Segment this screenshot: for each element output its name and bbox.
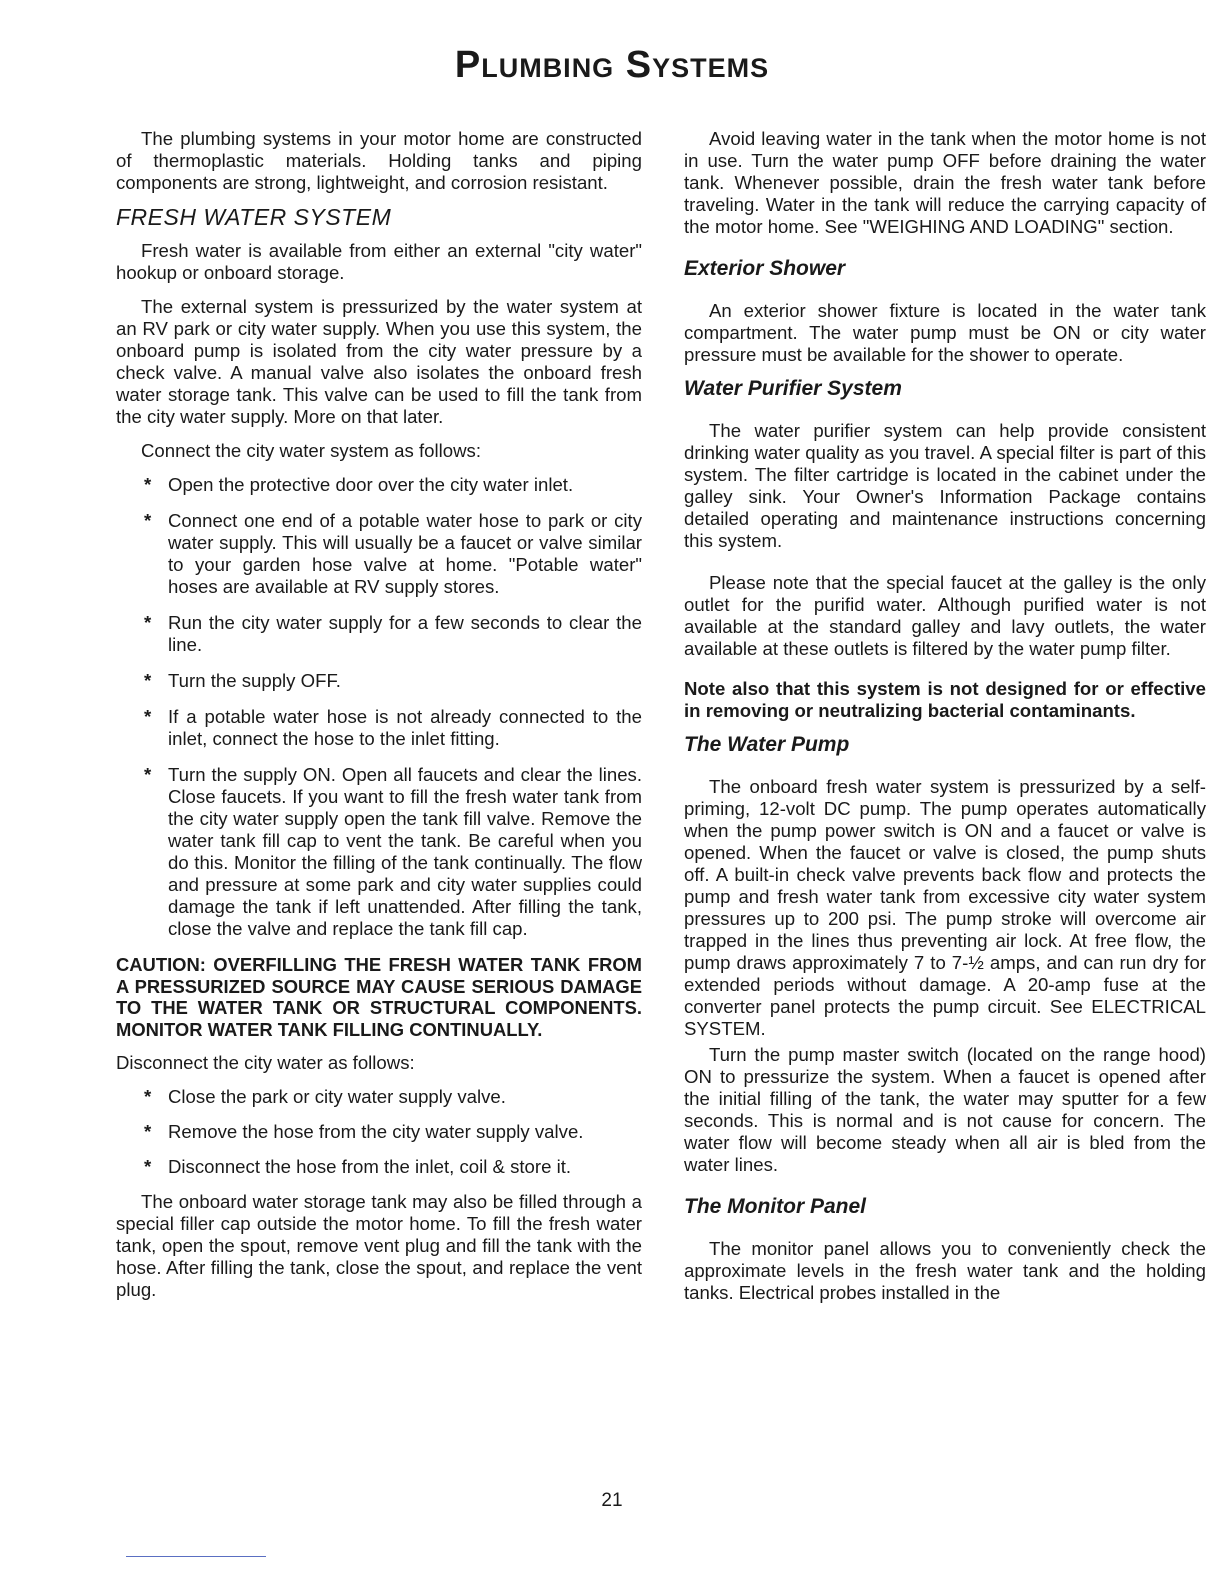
exterior-shower-paragraph: An exterior shower fixture is located in the water tank compartment. The water pump must be ON or city water pressure must be available for the shower to operate. — [684, 300, 1206, 365]
list-item: * Remove the hose from the city water supply valve. — [116, 1121, 642, 1143]
water-purifier-paragraph-1: The water purifier system can help provide consistent drinking water quality as you travel. A special filter is part of this system. The filter cartridge is located in the cabinet under the galley sink. Your Owner's Information Package contains detailed operating and maintenance instructions concerning this system. — [684, 420, 1206, 551]
left-column — [116, 128, 642, 1313]
water-pump-paragraph-2: Turn the pump master switch (located on the range hood) ON to pressurize the system. When a faucet is opened after the initial filling of the tank, the water may sputter for a few seconds. This is normal and is not cause for concern. The water flow will become steady when all air is bled from the water lines. — [684, 1044, 1206, 1175]
fresh-water-paragraph-1: Fresh water is available from either an external "city water" hookup or onboard storage. — [116, 240, 642, 283]
list-item: * Open the protective door over the city water inlet. — [116, 474, 642, 496]
fresh-water-paragraph-2: The external system is pressurized by the water system at an RV park or city water supply. When you use this system, the onboard pump is isolated from the city water pressure by a check valve. A manual valve also isolates the onboard fresh water storage tank. This valve can be used to fill the tank from the city water supply. More on that later. — [116, 296, 642, 427]
footer-rule — [126, 1556, 266, 1557]
page-title: Plumbing Systems — [454, 44, 770, 86]
exterior-shower-heading: Exterior Shower — [684, 257, 846, 280]
list-item: * If a potable water hose is not already connected to the inlet, connect the hose to the inlet fitting. — [116, 706, 642, 750]
monitor-panel-paragraph: The monitor panel allows you to conveniently check the approximate levels in the fresh water tank and the holding tanks. Electrical probes installed in the — [684, 1238, 1206, 1303]
water-purifier-note: Note also that this system is not designed for or effective in removing or neutralizing bacterial contaminants. — [684, 678, 1206, 721]
disconnect-steps-list — [116, 1086, 642, 1178]
water-purifier-heading: Water Purifier System — [684, 377, 902, 400]
connect-steps-list — [116, 474, 642, 940]
intro-paragraph: The plumbing systems in your motor home are constructed of thermoplastic materials. Holding tanks and piping components are strong, lightweight, and corrosion resistant. — [116, 128, 642, 193]
list-item: * Run the city water supply for a few seconds to clear the line. — [116, 612, 642, 656]
onboard-fill-paragraph: The onboard water storage tank may also be filled through a special filler cap outside the motor home. To fill the fresh water tank, open the spout, remove vent plug and fill the tank with the hose. After filling the tank, close the spout, and replace the vent plug. — [116, 1191, 642, 1300]
avoid-water-paragraph: Avoid leaving water in the tank when the motor home is not in use. Turn the water pump OFF before draining the water tank. Whenever possible, drain the fresh water tank before traveling. Water in the tank will reduce the carrying capacity of the motor home. See "WEIGHING AND LOADING" section. — [684, 128, 1206, 237]
water-purifier-paragraph-2: Please note that the special faucet at the galley is the only outlet for the purifid water. Although purified water is not available at the standard galley and lavy outlets, the water available at these outlets is filtered by the water pump filter. — [684, 572, 1206, 659]
water-pump-paragraph-1: The onboard fresh water system is pressurized by a self-priming, 12-volt DC pump. The pump operates automatically when the pump power switch is ON and a faucet or valve is opened. When the faucet or valve is closed, the pump shuts off. A built-in check valve prevents back flow and protects the pump and fresh water tank from excessive city water system pressures up to 200 psi. The pump stroke will overcome air trapped in the lines thus preventing air lock. At free flow, the pump draws approximately 7 to 7-½ amps, and can run dry for extended periods without damage. A 20-amp fuse at the converter panel protects the pump circuit. See ELECTRICAL SYSTEM. — [684, 776, 1206, 1039]
list-item: * Close the park or city water supply valve. — [116, 1086, 642, 1108]
fresh-water-heading: FRESH WATER SYSTEM — [116, 204, 392, 230]
water-pump-heading: The Water Pump — [684, 733, 850, 756]
disconnect-intro: Disconnect the city water as follows: — [116, 1052, 415, 1073]
list-item: * Connect one end of a potable water hose to park or city water supply. This will usually be a faucet or valve similar to your garden hose valve at home. "Potable water" hoses are available at RV supply stores. — [116, 510, 642, 598]
connect-intro: Connect the city water system as follows: — [141, 440, 481, 461]
list-item: * Turn the supply OFF. — [116, 670, 642, 692]
list-item: * Disconnect the hose from the inlet, coil & store it. — [116, 1156, 642, 1178]
monitor-panel-heading: The Monitor Panel — [684, 1195, 867, 1218]
page-number: 21 — [601, 1490, 623, 1511]
right-column — [684, 128, 1206, 1316]
list-item: * Turn the supply ON. Open all faucets and clear the lines. Close faucets. If you want to fill the fresh water tank from the city water supply open the tank fill valve. Remove the water tank fill cap to vent the tank. Be careful when you do this. Monitor the filling of the tank continually. The flow and pressure at some park and city water supplies could damage the tank if left unattended. After filling the tank, close the valve and replace the tank fill cap. — [116, 764, 642, 940]
caution-notice: CAUTION: OVERFILLING THE FRESH WATER TANK FROM A PRESSURIZED SOURCE MAY CAUSE SERIOUS DAMAGE TO THE WATER TANK OR STRUCTURAL COMPONENTS. MONITOR WATER TANK FILLING CONTINUALLY. — [116, 954, 642, 1040]
